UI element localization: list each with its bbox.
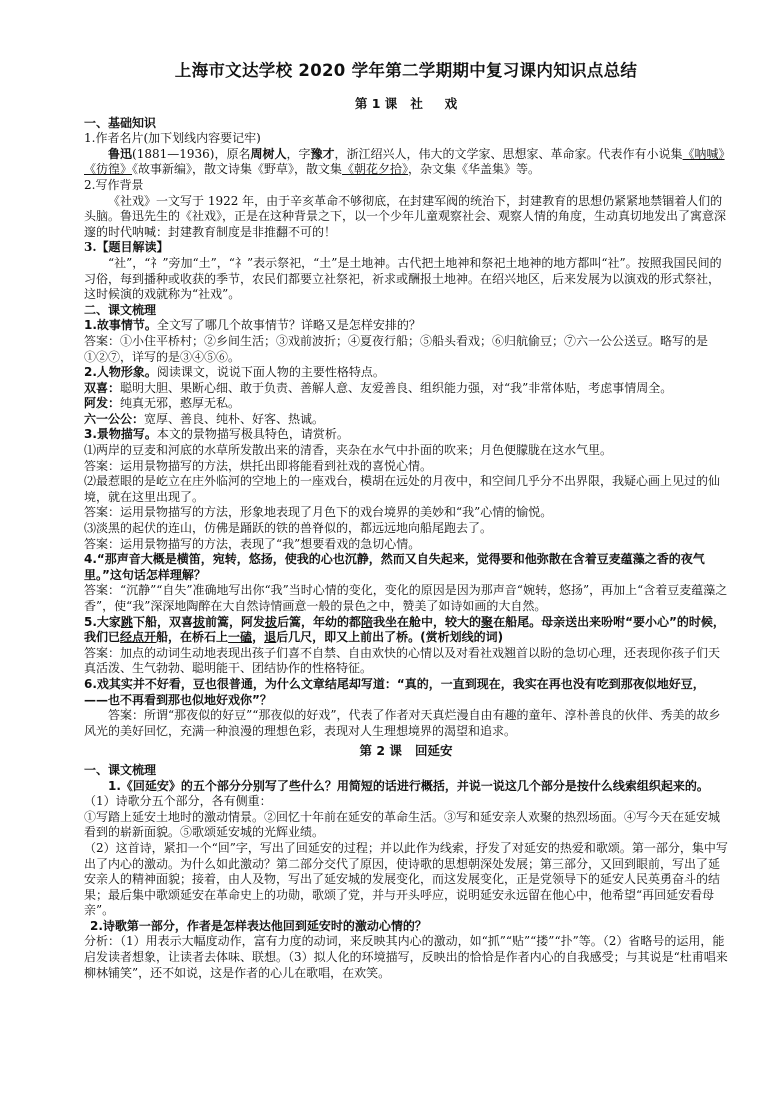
works-underlined: 《呐喊》《彷徨》 (84, 146, 725, 177)
scenery-3-answer: 答案：运用景物描写的方法，表现了“我”想要看戏的急切心情。 (84, 536, 421, 551)
scenery-2-answer: 答案：运用景物描写的方法，形象地表现了月色下的戏台境界的美妙和“我”心情的愉悦。 (84, 505, 553, 520)
lesson-2-para-1: （1）诗歌分五个部分，各有侧重： (84, 794, 272, 809)
scenery-1-answer: 答案：运用景物描写的方法，烘托出即将能看到社戏的喜悦心情。 (84, 458, 433, 473)
section-text-review: 二、课文梳理 (84, 302, 157, 317)
document-title: 上海市文达学校 2020 学年第二学期期中复习课内知识点总结 (174, 61, 638, 80)
section-2-text-review: 一、课文梳理 (84, 762, 157, 777)
author-card-label: 1.作者名片(加下划线内容要记牢) (84, 131, 261, 146)
background-label: 2.写作背景 (84, 177, 144, 192)
lesson-2-para-2: ①写踏上延安土地时的激动情景。②回忆十年前在延安的革命生活。③写和延安亲人欢聚的热烈场面。④写今天在延安城看到的崭新面貌。⑤歌颂延安城的光辉业绩。 (84, 809, 721, 840)
author-zi: 豫才 (310, 146, 335, 161)
lesson-2-heading: 第 2 课 回延安 (359, 743, 453, 759)
question-1: 1.故事情节。全文写了哪几个故事情节？详略又是怎样安排的？ (84, 318, 421, 333)
answer-1: 答案：①小住平桥村；②乡间生活；③戏前波折；④夏夜行船；⑤船头看戏；⑥归航偷豆；⑦六一公公送豆。略写的是①②⑦，详写的是③④⑤⑥。 (84, 333, 709, 364)
author-name: 鲁迅 (108, 146, 133, 161)
lesson-2-question-2: 2.诗歌第一部分，作者是怎样表达他回到延安时的激动心情的？ (90, 918, 427, 933)
background-paragraph: 《社戏》一文写于 1922 年，由于辛亥革命不够彻底，在封建军阀的统治下，封建教育的思想仍紧紧地禁锢着人们的头脑。鲁迅先生的《社戏》，正是在这种背景之下，以一个少年儿童观察社会、观察人情的角度，生动真切地发出了寓意深邃的时代呐喊：封建教育制度是非推翻不可的！ (84, 193, 727, 239)
topic-label: 3.【题目解读】 (84, 240, 169, 255)
lesson-1-heading: 第 1 课 社 戏 (354, 96, 458, 111)
lesson-2-para-3: （2）这首诗，紧扣一个“回”字，写出了回延安的过程；并以此作为线索，抒发了对延安的热爱和歌颂。第一部分，集中写出了内心的激动。为什么如此激动？第二部分交代了原因，使诗歌的思想朝深处发展；第三部分，又回到眼前，写出了延安亲人的精神面貌；接着，由人及物，写出了延安城的发展变化，而这发展变化，正是党领导下的延安人民英勇奋斗的结果；最后集中歌颂延安在革命史上的功勋，歌颂了党，并与开头呼应，说明延安永远留在他心中，他希望“再回延安看母亲”。 (84, 840, 728, 918)
character-liuyi: 六一公公：宽厚、善良、纯朴、好客、热诚。 (84, 411, 325, 426)
question-5: 5.大家跳下船，双喜拔前篙，阿发拔后篙，年幼的都陪我坐在舱中，较大的聚在船尾。母亲送出来吩咐“要小心”的时候，我们已经点开船，在桥石上一磕，退后几尺，即又上前出了桥。(赏析划线的词) (84, 614, 725, 645)
answer-6: 答案：所谓“那夜似的好豆”“那夜似的好戏”，代表了作者对天真烂漫自由有趣的童年、淳朴善良的伙伴、秀美的故乡风光的美好回忆，充满一种浪漫的理想色彩，表现对人生理想境界的渴望和追求。 (84, 708, 721, 738)
scenery-3: ⑶淡黑的起伏的连山，仿佛是踊跃的铁的兽脊似的，都远远地向船尾跑去了。 (84, 521, 493, 536)
question-6: 6.戏其实并不好看，豆也很普通，为什么文章结尾却写道：“真的，一直到现在，我实在再也没有吃到那夜似地好豆，——也不再看到那也似地好戏你”？ (84, 676, 705, 707)
works-underlined-2: 《朝花夕拾》 (342, 162, 409, 177)
lesson-2-question-1: 1.《回延安》的五个部分分别写了些什么？用简短的话进行概括，并说一说这几个部分是按什么线索组织起来的。 (108, 778, 709, 793)
character-shuangxi: 双喜：聪明大胆、果断心细、敢于负责、善解人意、友爱善良、组织能力强，对“我”非常体贴，考虑事情周全。 (84, 380, 673, 395)
scenery-2: ⑵最惹眼的是屹立在庄外临河的空地上的一座戏台，模胡在远处的月夜中，和空间几乎分不出界限，我疑心画上见过的仙境，就在这里出现了。 (84, 474, 721, 504)
author-real-name: 周树人 (250, 146, 287, 161)
character-afa: 阿发：纯真无邪，憨厚无私。 (84, 396, 241, 411)
answer-5: 答案：加点的动词生动地表现出孩子们喜不自禁、自由欢快的心情以及对看社戏翘首以盼的急切心理，还表现你孩子们天真活泼、生气勃勃、聪明能干、团结协作的性格特征。 (84, 645, 721, 676)
question-4: 4.“那声音大概是横笛，宛转，悠扬，使我的心也沉静，然而又自失起来，觉得要和他弥散在含着豆麦蕴藻之香的夜气里。”这句话怎样理解？ (84, 552, 705, 582)
topic-paragraph: “社”，“礻”旁加“土”，“礻”表示祭祀，“土”是土地神。古代把土地神和祭祀土地神的地方都叫“社”。按照我国民间的习俗，每到播种或收获的季节，农民们都要立社祭祀，祈求或酬报土地神。在绍兴地区，后来发展为以演戏的形式祭社，这时候演的戏就称为“社戏”。 (84, 255, 722, 302)
author-paragraph: 鲁迅(1881—1936)，原名周树人，字豫才，浙江绍兴人，伟大的文学家、思想家、革命家。代表作有小说集《呐喊》《彷徨》《故事新编》，散文诗集《野草》，散文集《朝花夕拾》，杂文集《华盖集》等。 (84, 146, 725, 177)
question-3: 3.景物描写。本文的景物描写极具特色，请赏析。 (84, 427, 349, 442)
question-2: 2.人物形象。阅读课文，说说下面人物的主要性格特点。 (84, 365, 385, 380)
scenery-1: ⑴两岸的豆麦和河底的水草所发散出来的清香，夹杂在水气中扑面的吹来；月色便朦胧在这水气里。 (84, 443, 613, 458)
answer-4: 答案：“沉静”“自失”准确地写出你“我”当时心情的变化，变化的原因是因为那声音“婉转，悠扬”，再加上“含着豆麦蕴藻之香”，使“我”深深地陶醉在大自然诗情画意一般的景色之中，赞美了如诗如画的大自然。 (84, 583, 728, 613)
lesson-2-analysis: 分析：（1）用表示大幅度动作，富有力度的动词，来反映其内心的激动，如“抓”“贴”“搂”“扑”等。（2）省略号的运用，能启发读者想象，让读者去体味、联想。（3）拟人化的环境描写，反映出的恰恰是作者内心的自我感受；与其说是“杜甫唱来柳林铺笑”，还不如说，这是作者的心儿在歌唱，在欢笑。 (84, 934, 728, 980)
section-basic-knowledge: 一、基础知识 (84, 115, 157, 130)
